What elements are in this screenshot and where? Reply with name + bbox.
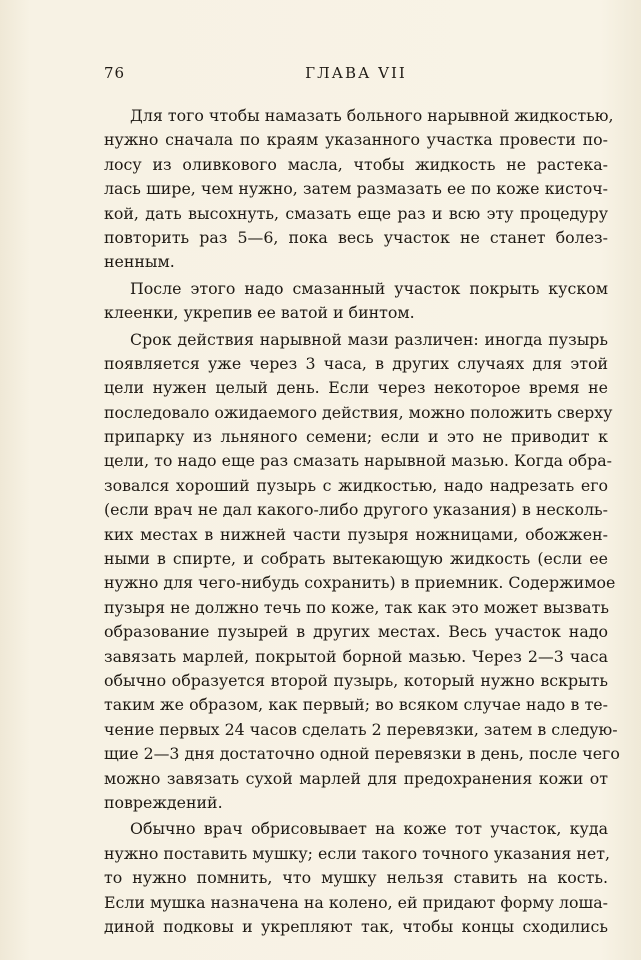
text-line: повреждений. — [104, 792, 223, 812]
text-line: пузыря не должно течь по коже, так как это может вызвать — [104, 597, 609, 617]
text-line: повторить раз 5—6, пока весь участок не станет болез- — [104, 227, 608, 247]
text-line: нужно поставить мушку; если такого точного указания нет, — [104, 843, 610, 863]
text-line: таким же образом, как первый; во всяком случае надо в те- — [104, 695, 608, 715]
text-line: Срок действия нарывной мази различен: иногда пузырь — [130, 329, 608, 349]
text-line: то нужно помнить, что мушку нельзя ставить на кость. — [104, 868, 608, 888]
text-line: кой, дать высохнуть, смазать еще раз и всю эту процедуру — [104, 203, 608, 223]
text-line: зовался хороший пузырь с жидкостью, надо надрезать его — [104, 475, 608, 495]
text-line: появляется уже через 3 часа, в других случаях для этой — [104, 353, 608, 373]
text-line: Обычно врач обрисовывает на коже тот участок, куда — [130, 819, 608, 839]
text-line: (если врач не дал какого-либо другого указания) в несколь- — [104, 500, 608, 520]
text-line: лосу из оливкового масла, чтобы жидкость не растека- — [104, 154, 608, 174]
text-line: чение первых 24 часов сделать 2 перевязки, затем в следую- — [104, 719, 618, 739]
text-line: последовало ожидаемого действия, можно положить сверху — [104, 402, 613, 422]
paragraph-3 — [104, 328, 620, 816]
paragraph-2 — [104, 277, 608, 326]
page-number: 76 — [104, 64, 126, 82]
text-line: ненным. — [104, 252, 175, 272]
text-line: обычно образуется второй пузырь, который нужно вскрыть — [104, 670, 608, 690]
text-line: щие 2—3 дня достаточно одной перевязки в день, после чего — [104, 744, 620, 764]
text-line: ными в спирте, и собрать вытекающую жидкость (если ее — [104, 549, 608, 569]
text-line: диной подковы и укрепляют так, чтобы концы сходились — [104, 916, 608, 936]
paragraph-4 — [104, 817, 608, 939]
text-line: цели, то надо еще раз смазать нарывной мазью. Когда обра- — [104, 451, 613, 471]
body-text — [104, 104, 620, 941]
text-line: можно завязать сухой марлей для предохранения кожи от — [104, 768, 608, 788]
text-line: нужно сначала по краям указанного участка провести по- — [104, 130, 608, 150]
text-line: цели нужен целый день. Если через некоторое время не — [104, 378, 608, 398]
text-line: клеенки, укрепив ее ватой и бинтом. — [104, 303, 415, 323]
text-line: припарку из льняного семени; если и это не приводит к — [104, 427, 608, 447]
text-line: завязать марлей, покрытой борной мазью. Через 2—3 часа — [104, 646, 608, 666]
text-line: лась шире, чем нужно, затем размазать ее по коже кисточ- — [104, 179, 608, 199]
text-line: Для того чтобы намазать больного нарывной жидкостью, — [130, 106, 614, 125]
text-line: После этого надо смазанный участок покрыть куском — [130, 278, 608, 298]
text-line: Если мушка назначена на колено, ей придают форму лоша- — [104, 892, 608, 912]
paragraph-1 — [104, 104, 614, 275]
text-line: нужно для чего-нибудь сохранить) в приемник. Содержимое — [104, 573, 616, 593]
text-line: ких местах в нижней части пузыря ножницами, обожжен- — [104, 524, 608, 544]
running-head — [104, 64, 608, 86]
text-line: образование пузырей в других местах. Весь участок надо — [104, 622, 608, 642]
chapter-title: ГЛАВА VII — [305, 64, 407, 82]
